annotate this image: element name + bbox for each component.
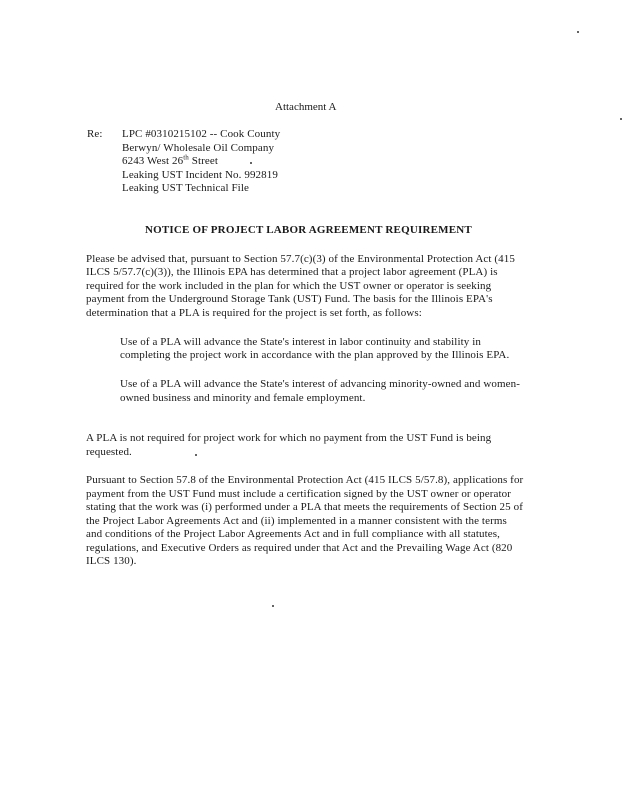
re-file-line: Leaking UST Technical File [122,182,249,194]
re-label: Re: [87,128,103,140]
re-incident-line: Leaking UST Incident No. 992819 [122,169,278,181]
paragraph-line: payment from the Underground Storage Tank (UST) Fund. The basis for the Illinois EPA's [86,293,493,305]
paragraph-line: ILCS 130). [86,555,137,567]
street-ordinal-suffix: th [183,153,189,162]
basis-line: owned business and minority and female employment. [120,392,366,404]
basis-line: Use of a PLA will advance the State's interest of advancing minority-owned and women- [120,378,520,390]
re-company-line: Berwyn/ Wholesale Oil Company [122,142,275,154]
attachment-title: Attachment A [275,101,337,113]
paragraph-line: regulations, and Executive Orders as required under that Act and the Prevailing Wage Act (820 [86,542,513,554]
notice-heading: NOTICE OF PROJECT LABOR AGREEMENT REQUIREMENT [145,224,472,236]
scan-speck [577,31,579,33]
scan-speck [620,118,622,120]
scan-speck [195,454,197,456]
re-address-line [122,155,218,168]
paragraph-line: payment from the UST Fund must include a certification signed by the UST owner or operator [86,488,511,500]
paragraph-line: Pursuant to Section 57.8 of the Environmental Protection Act (415 ILCS 5/57.8), applications for [86,474,524,486]
basis-line: Use of a PLA will advance the State's interest in labor continuity and stability in [120,336,481,348]
street-name: Street [188,155,218,167]
scan-speck [272,605,274,607]
paragraph-line: stating that the work was (i) performed under a PLA that meets the requirements of Section 25 of [86,501,523,513]
scan-speck [250,162,252,164]
street-number: 6243 West 26 [122,155,184,167]
paragraph-line: A PLA is not required for project work for which no payment from the UST Fund is being [86,432,492,444]
paragraph-line: and conditions of the Project Labor Agreements Act and in full compliance with all statutes, [86,528,500,540]
paragraph-line: required for the work included in the plan for which the UST owner or operator is seeking [86,280,492,292]
paragraph-line: determination that a PLA is required for the project is set forth, as follows: [86,307,422,319]
paragraph-line: ILCS 5/57.7(c)(3)), the Illinois EPA has determined that a project labor agreement (PLA) is [86,266,498,278]
paragraph-line: requested. [86,446,132,458]
basis-line: completing the project work in accordance with the plan approved by the Illinois EPA. [120,349,510,361]
paragraph-line: Please be advised that, pursuant to Section 57.7(c)(3) of the Environmental Protection Act (415 [86,253,515,265]
re-lpc-line: LPC #0310215102 -- Cook County [122,128,281,140]
paragraph-line: the Project Labor Agreements Act and (ii) implemented in a manner consistent with the terms [86,515,507,527]
